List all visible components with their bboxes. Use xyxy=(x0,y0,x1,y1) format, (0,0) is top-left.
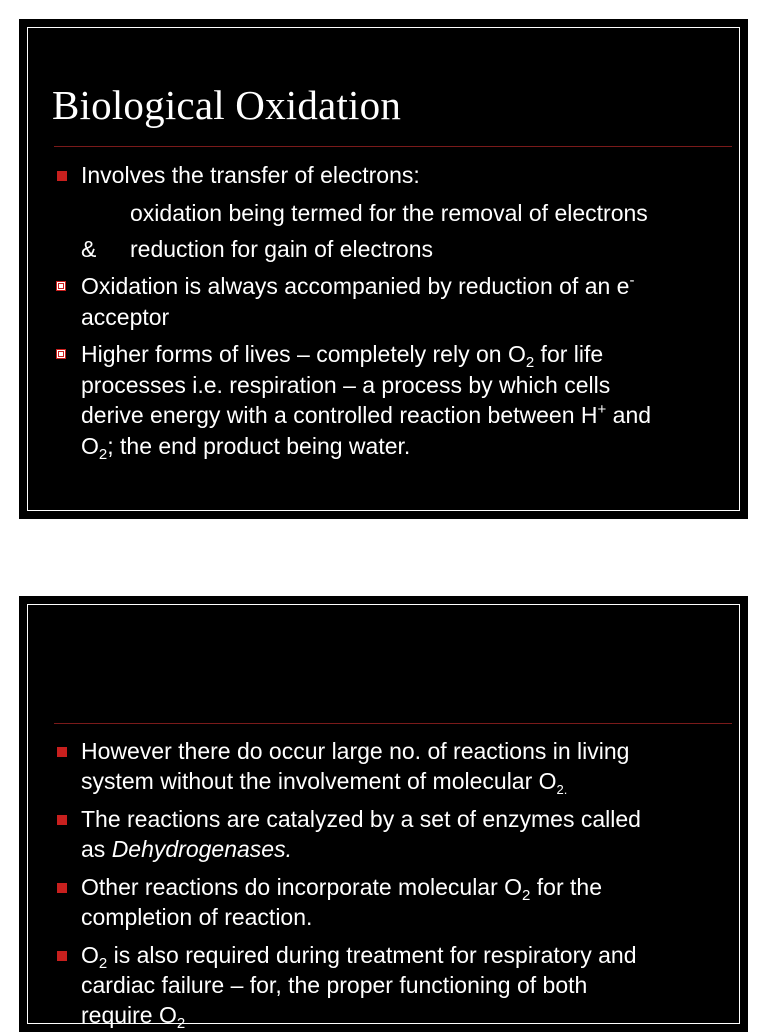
square-bullet-icon xyxy=(57,951,67,961)
sub-line-text: reduction for gain of electrons xyxy=(130,236,434,262)
bullet-text: $O_2$; the end product being water. xyxy=(81,433,411,463)
bullet-text: The reactions are catalyzed by a set of enzymes called xyxy=(81,806,641,832)
bullet-text: $O_2$ is also required during treatment for respiratory and xyxy=(81,942,637,972)
bullet-text: as Dehydrogenases. xyxy=(81,836,292,862)
square-bullet-icon xyxy=(57,883,67,893)
bullet-text: system without the involvement of molecular $O_{2.}$ xyxy=(81,768,568,797)
sub-line-text: oxidation being termed for the removal of electrons xyxy=(130,200,648,226)
title-rule xyxy=(54,723,732,724)
bullet-text: Higher forms of lives – completely rely on $O_2$ for life xyxy=(81,341,604,371)
slide-1 xyxy=(17,17,750,521)
slide-title: Biological Oxidation xyxy=(52,82,402,128)
bullet-text: processes i.e. respiration – a process by which cells xyxy=(81,372,611,398)
bullet-text: Other reactions do incorporate molecular $O_2$ for the xyxy=(81,874,602,904)
hollow-square-bullet-icon xyxy=(56,349,66,359)
bullet-text: Oxidation is always accompanied by reduction of an e- xyxy=(81,272,635,299)
bullet-text: Involves the transfer of electrons: xyxy=(81,162,420,188)
bullet-text: cardiac failure – for, the proper functioning of both xyxy=(81,972,588,998)
square-bullet-icon xyxy=(57,171,67,181)
title-rule xyxy=(54,146,732,147)
bullet-text: completion of reaction. xyxy=(81,904,313,930)
hollow-square-bullet-icon xyxy=(56,281,66,291)
slide-2 xyxy=(17,594,750,1034)
square-bullet-icon xyxy=(57,747,67,757)
bullet-text: derive energy with a controlled reaction between H+ and xyxy=(81,401,652,428)
bullet-text: However there do occur large no. of reactions in living xyxy=(81,738,630,764)
bullet-text: acceptor xyxy=(81,304,170,330)
square-bullet-icon xyxy=(57,815,67,825)
ampersand-text: & xyxy=(81,236,97,262)
bullet-text: require $O_2$ xyxy=(81,1002,186,1032)
